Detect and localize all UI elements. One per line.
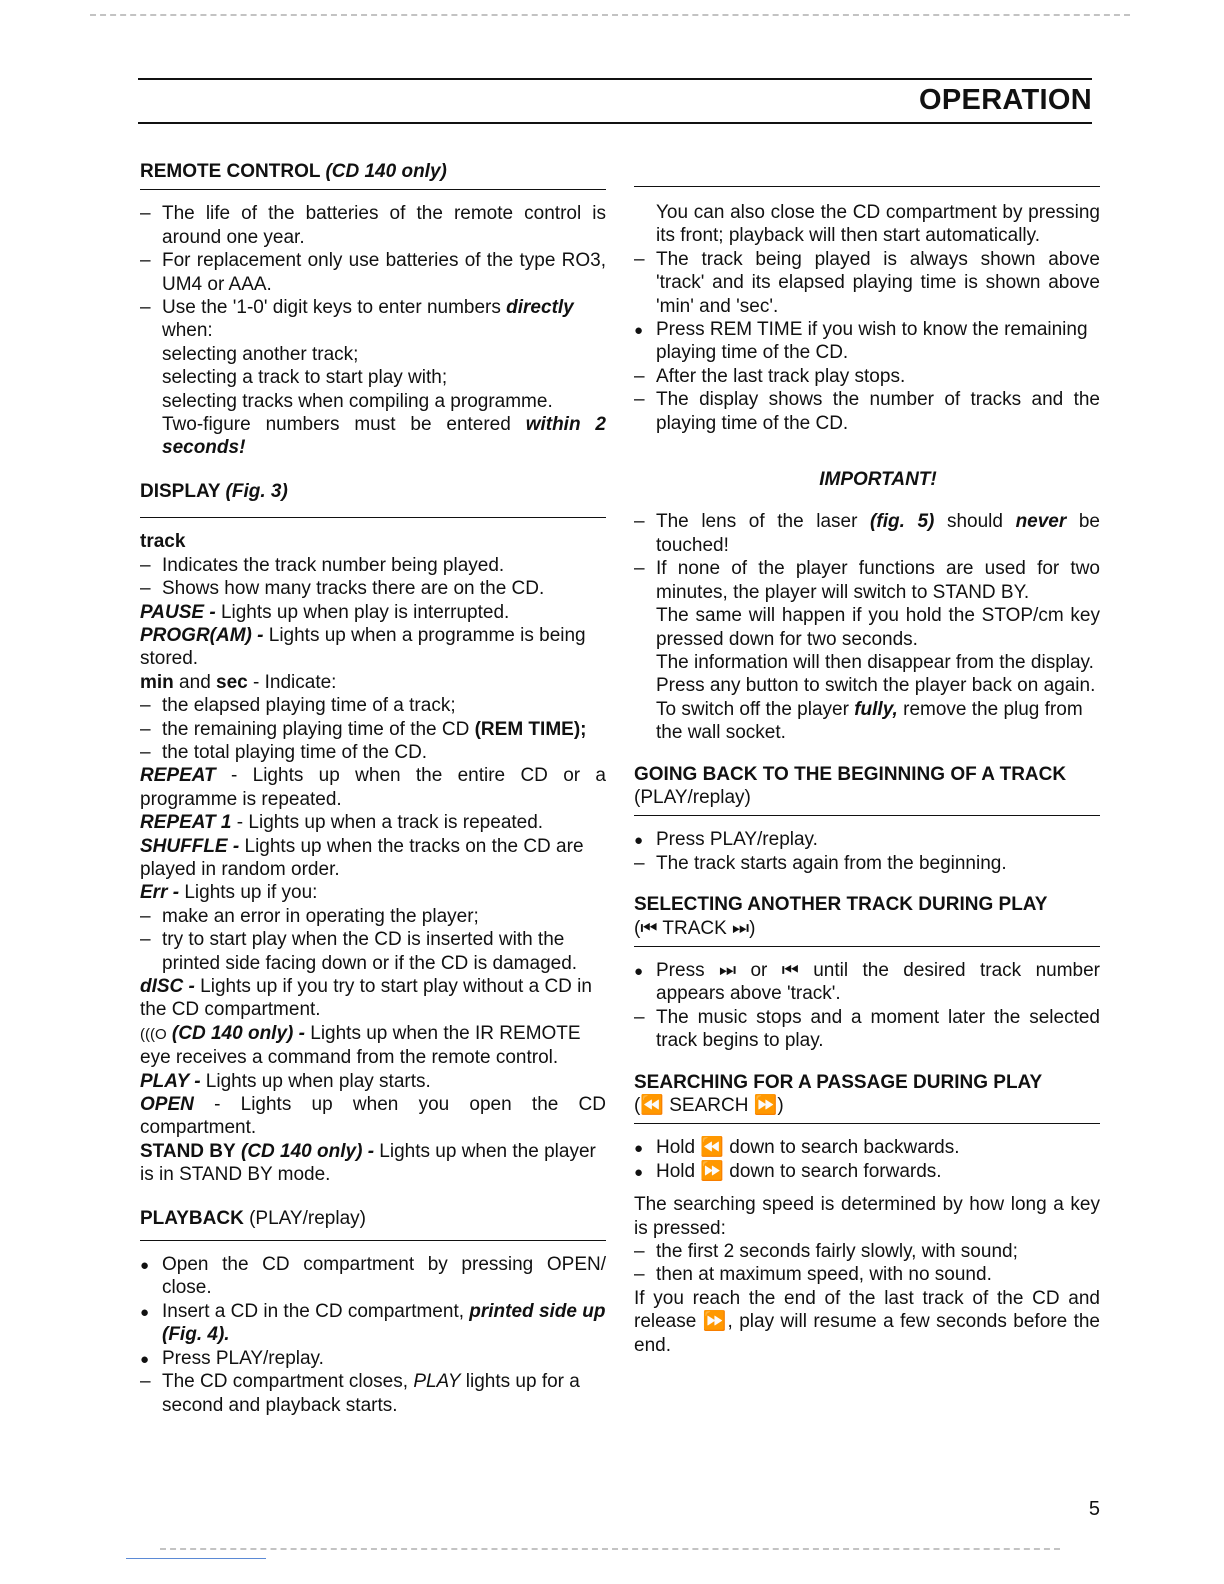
important-line: The same will happen if you hold the STOP/cm key pressed down for two seconds.: [656, 605, 1100, 650]
important-standby: – If none of the player functions are used for two minutes, the player will switch to STAND BY.: [634, 557, 1100, 604]
right-bullet-remtime: ● Press REM TIME if you wish to know the remaining playing time of the CD.: [634, 318, 1100, 365]
header-rule-bottom: [138, 122, 1092, 124]
going-back-dash: – The track starts again from the beginning.: [634, 852, 1100, 875]
searching-speed: The searching speed is determined by how long a key is pressed:: [634, 1194, 1100, 1239]
display-standby: STAND BY (CD 140 only) - Lights up when the player is in STAND BY mode.: [140, 1140, 596, 1186]
remote-item: – The life of the batteries of the remote control is around one year.: [140, 202, 606, 249]
selecting-bullet: ● Press ⏭ or ⏮ until the desired track number appears above 'track'.: [634, 959, 1100, 1006]
display-min-item: – the remaining playing time of the CD (REM TIME);: [140, 718, 606, 741]
display-min-item: – the elapsed playing time of a track;: [140, 694, 606, 717]
searching-dash: – the first 2 seconds fairly slowly, with sound;: [634, 1240, 1100, 1263]
display-track-item: – Shows how many tracks there are on the CD.: [140, 577, 606, 600]
right-column-rule: [634, 186, 1100, 187]
searching-bullet: ● Hold ⏪ down to search backwards.: [634, 1136, 1100, 1159]
remote-control-heading: REMOTE CONTROL (CD 140 only): [140, 160, 606, 190]
right-column: [634, 186, 1100, 1357]
display-repeat: REPEAT - Lights up when the entire CD or a programme is repeated.: [140, 765, 606, 810]
right-dash: – After the last track play stops.: [634, 365, 1100, 388]
playback-bullet: ● Open the CD compartment by pressing OPEN/ close.: [140, 1253, 606, 1300]
page-number: 5: [1088, 1498, 1100, 1520]
searching-dash: – then at maximum speed, with no sound.: [634, 1263, 1100, 1286]
remote-item-digits: – Use the '1-0' digit keys to enter numbers directly when:: [140, 296, 606, 343]
selecting-heading: SELECTING ANOTHER TRACK DURING PLAY (⏮ TRACK ⏭): [634, 893, 1100, 947]
right-intro: You can also close the CD compartment by pressing its front; playback will then start automatically.: [656, 202, 1100, 247]
display-open: OPEN - Lights up when you open the CD compartment.: [140, 1094, 606, 1139]
remote-subline: selecting tracks when compiling a programme.: [162, 390, 553, 412]
display-min-item: – the total playing time of the CD.: [140, 741, 606, 764]
going-back-heading: GOING BACK TO THE BEGINNING OF A TRACK (PLAY/replay): [634, 763, 1100, 817]
left-column: [140, 160, 606, 1417]
display-disc: dISC - Lights up if you try to start play without a CD in the CD compartment.: [140, 976, 592, 1021]
display-err-item: – make an error in operating the player;: [140, 905, 606, 928]
display-heading: DISPLAY (Fig. 3): [140, 480, 606, 518]
display-min-sec: min and sec - Indicate:: [140, 671, 337, 693]
remote-item: – For replacement only use batteries of the type RO3, UM4 or AAA.: [140, 249, 606, 296]
scan-noise-top: [90, 14, 1130, 16]
display-repeat-1: REPEAT 1 - Lights up when a track is repeated.: [140, 812, 544, 834]
display-err-item: – try to start play when the CD is inserted with the printed side facing down or if the CD is damaged.: [140, 928, 606, 975]
searching-bullet: ● Hold ⏩ down to search forwards.: [634, 1160, 1100, 1183]
playback-dash: – The CD compartment closes, PLAY lights up for a second and playback starts.: [140, 1370, 606, 1417]
playback-bullet: ● Insert a CD in the CD compartment, printed side up (Fig. 4).: [140, 1300, 606, 1347]
header-rule-top: [138, 78, 1092, 80]
right-dash: – The track being played is always shown above 'track' and its elapsed playing time is shown above 'min' and 'sec'.: [634, 248, 1100, 318]
important-line: Press any button to switch the player back on again.: [656, 675, 1096, 697]
playback-bullet: ● Press PLAY/replay.: [140, 1347, 606, 1370]
right-dash: – The display shows the number of tracks and the playing time of the CD.: [634, 388, 1100, 435]
important-label: IMPORTANT!: [819, 469, 937, 491]
going-back-bullet: ● Press PLAY/replay.: [634, 828, 1100, 851]
searching-heading: SEARCHING FOR A PASSAGE DURING PLAY (⏪ SEARCH ⏩): [634, 1071, 1100, 1125]
remote-two-figure: Two-figure numbers must be entered within 2 seconds!: [162, 414, 606, 459]
selecting-dash: – The music stops and a moment later the selected track begins to play.: [634, 1006, 1100, 1053]
display-pause: PAUSE - Lights up when play is interrupted.: [140, 601, 510, 623]
remote-subline: selecting a track to start play with;: [162, 367, 448, 389]
searching-end: If you reach the end of the last track of the CD and release ⏩, play will resume a few seconds before the end.: [634, 1287, 1100, 1356]
display-err: Err - Lights up if you:: [140, 882, 318, 904]
scan-noise-bottom: [160, 1548, 1060, 1550]
important-lens: – The lens of the laser (fig. 5) should never be touched!: [634, 510, 1100, 557]
playback-heading: PLAYBACK (PLAY/replay): [140, 1207, 606, 1241]
display-play: PLAY - Lights up when play starts.: [140, 1070, 431, 1092]
ir-remote-icon: (((O: [140, 1025, 167, 1043]
section-title: OPERATION: [919, 84, 1092, 116]
display-track-label: track: [140, 531, 186, 553]
remote-subline: selecting another track;: [162, 343, 359, 365]
important-line: The information will then disappear from the display.: [656, 651, 1094, 673]
display-ir-remote: (((O (CD 140 only) - Lights up when the IR REMOTE eye receives a command from the remote control.: [140, 1022, 581, 1069]
display-shuffle: SHUFFLE - Lights up when the tracks on the CD are played in random order.: [140, 835, 584, 880]
important-fully: To switch off the player fully, remove the plug from the wall socket.: [656, 698, 1083, 744]
display-track-item: – Indicates the track number being played.: [140, 554, 606, 577]
display-progr: PROGR(AM) - Lights up when a programme is being stored.: [140, 624, 586, 670]
scan-mark-bottom-left: [126, 1558, 266, 1559]
